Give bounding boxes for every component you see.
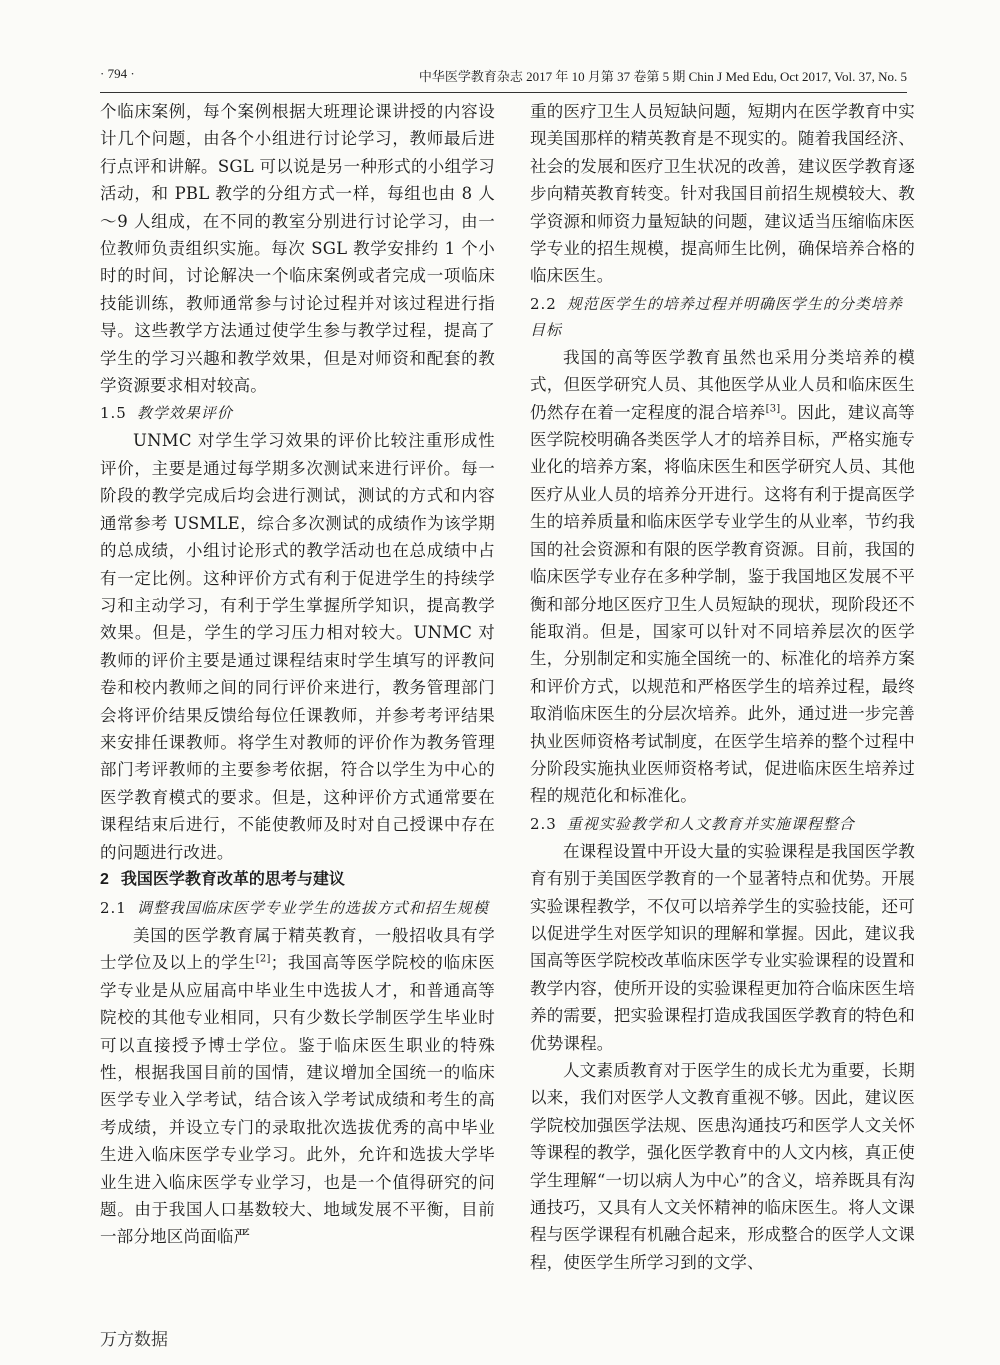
citation-ref: [3] [765, 403, 781, 415]
citation-ref: [2] [255, 953, 271, 965]
paragraph: 美国的医学教育属于精英教育，一般招收具有学士学位及以上的学生[2]；我国高等医学院校的临床医学专业是从应届高中毕业生中选拔人才，和普通高等院校的其他专业相同，只有少数长学制医学生毕业时可以直接授予博士学位。鉴于临床医生职业的特殊性，根据我国目前的国情，建议增加全国统一的临床医学专业入学考试，结合该入学考试成绩和考生的高考成绩，并设立专门的录取批次选拔优秀的高中毕业生进入临床医学专业学习。此外，允许和选拔大学毕业生进入临床医学专业学习，也是一个值得研究的问题。由于我国人口基数较大、地域发展不平衡，目前一部分地区尚面临严 [100, 925, 495, 1247]
section-heading-1-5: 1.5 教学效果评价 [100, 404, 233, 423]
paragraph: 个临床案例，每个案例根据大班理论课讲授的内容设计几个问题，由各个小组进行讨论学习，教师最后进行点评和讲解。SGL 可以说是另一种形式的小组学习活动，和 PBL 教学的分组方式一样，每组也由 8 人～9 人组成，在不同的教室分别进行讨论学习，由一位教师负责组织实施。每次 SGL 教学安排约 1 个小时的时间，讨论解决一个临床案例或者完成一项临床技能训练，教师通常参与讨论过程并对该过程进行指导。这些教学方法通过使学生参与教学过程，提高了学生的学习兴趣和教学效果，但是对师资和配套的教学资源要求相对较高。 [100, 102, 495, 396]
paragraph: 重的医疗卫生人员短缺问题，短期内在医学教育中实现美国那样的精英教育是不现实的。随着我国经济、社会的发展和医疗卫生状况的改善，建议医学教育逐步向精英教育转变。针对我国目前招生规模较大、教学资源和师资力量短缺的问题，建议适当压缩临床医学专业的招生规模，提高师生比例，确保培养合格的临床医生。 [530, 102, 915, 286]
paragraph: UNMC 对学生学习效果的评价比较注重形成性评价，主要是通过每学期多次测试来进行评价。每一阶段的教学完成后均会进行测试，测试的方式和内容通常参考 USMLE，综合多次测试的成绩作为该学期的总成绩，小组讨论形式的教学活动也在总成绩中占有一定比例。这种评价方式有利于促进学生的持续学习和主动学习，有利于学生掌握所学知识，提高教学效果。但是，学生的学习压力相对较大。UNMC 对教师的评价主要是通过课程结束时学生填写的评教问卷和校内教师之间的同行评价来进行，教务管理部门会将评价结果反馈给每位任课教师，并参考考评结果来安排任课教师。将学生对教师的评价作为教务管理部门考评教师的主要参考依据，符合以学生为中心的医学教育模式的要求。但是，这种评价方式通常要在课程结束后进行，不能使教师及时对自己授课中存在的问题进行改进。 [100, 431, 495, 862]
section-heading-2: 2 我国医学教育改革的思考与建议 [100, 870, 345, 888]
section-heading-2-2: 2.2 规范医学生的培养过程并明确医学生的分类培养目标 [530, 294, 903, 339]
watermark-logo: 万方数据 [100, 1330, 168, 1350]
left-column [100, 98, 495, 1251]
paragraph: 我国的高等医学教育虽然也采用分类培养的模式，但医学研究人员、其他医学从业人员和临床医生仍然存在着一定程度的混合培养[3]。因此，建议高等医学院校明确各类医学人才的培养目标，严格实施专业化的培养方案，将临床医生和医学研究人员、其他医疗从业人员的培养分开进行。这将有利于提高医学生的培养质量和临床医学专业学生的从业率，节约我国的社会资源和有限的医学教育资源。目前，我国的临床医学专业存在多种学制，鉴于我国地区发展不平衡和部分地区医疗卫生人员短缺的现状，现阶段还不能取消。但是，国家可以针对不同培养层次的医学生，分别制定和实施全国统一的、标准化的培养方案和评价方式，以规范和严格医学生的培养过程，最终取消临床医生的分层次培养。此外，通过进一步完善执业医师资格考试制度，在医学生培养的整个过程中分阶段实施执业医师资格考试，促进临床医生培养过程的规范化和标准化。 [530, 347, 915, 806]
page-number: · 794 · [100, 66, 135, 81]
section-heading-2-3: 2.3 重视实验教学和人文教育并实施课程整合 [530, 814, 855, 833]
paragraph: 人文素质教育对于医学生的成长尤为重要，长期以来，我们对医学人文教育重视不够。因此，建议医学院校加强医学法规、医患沟通技巧和医学人文关怀等课程的教学，强化医学教育中的人文内核，真正使学生理解“一切以病人为中心”的含义，培养既具有沟通技巧，又具有人文关怀精神的临床医生。将人文课程与医学课程有机融合起来，形成整合的医学人文课程，使医学生所学习到的文学、 [530, 1061, 915, 1272]
section-heading-2-1: 2.1 调整我国临床医学专业学生的选拔方式和招生规模 [100, 898, 489, 917]
paragraph: 在课程设置中开设大量的实验课程是我国医学教育有别于美国医学教育的一个显著特点和优势。开展实验课程教学，不仅可以培养学生的实验技能，还可以促进学生对医学知识的理解和掌握。因此，建议我国高等医学院校改革临床医学专业实验课程的设置和教学内容，使所开设的实验课程更加符合临床医生培养的需要，把实验课程打造成我国医学教育的特色和优势课程。 [530, 841, 915, 1053]
page-header [100, 62, 907, 93]
running-title: 中华医学教育杂志 2017 年 10 月第 37 卷第 5 期 Chin J Med Edu, Oct 2017, Vol. 37, No. 5 [418, 69, 907, 84]
right-column [530, 98, 915, 1276]
